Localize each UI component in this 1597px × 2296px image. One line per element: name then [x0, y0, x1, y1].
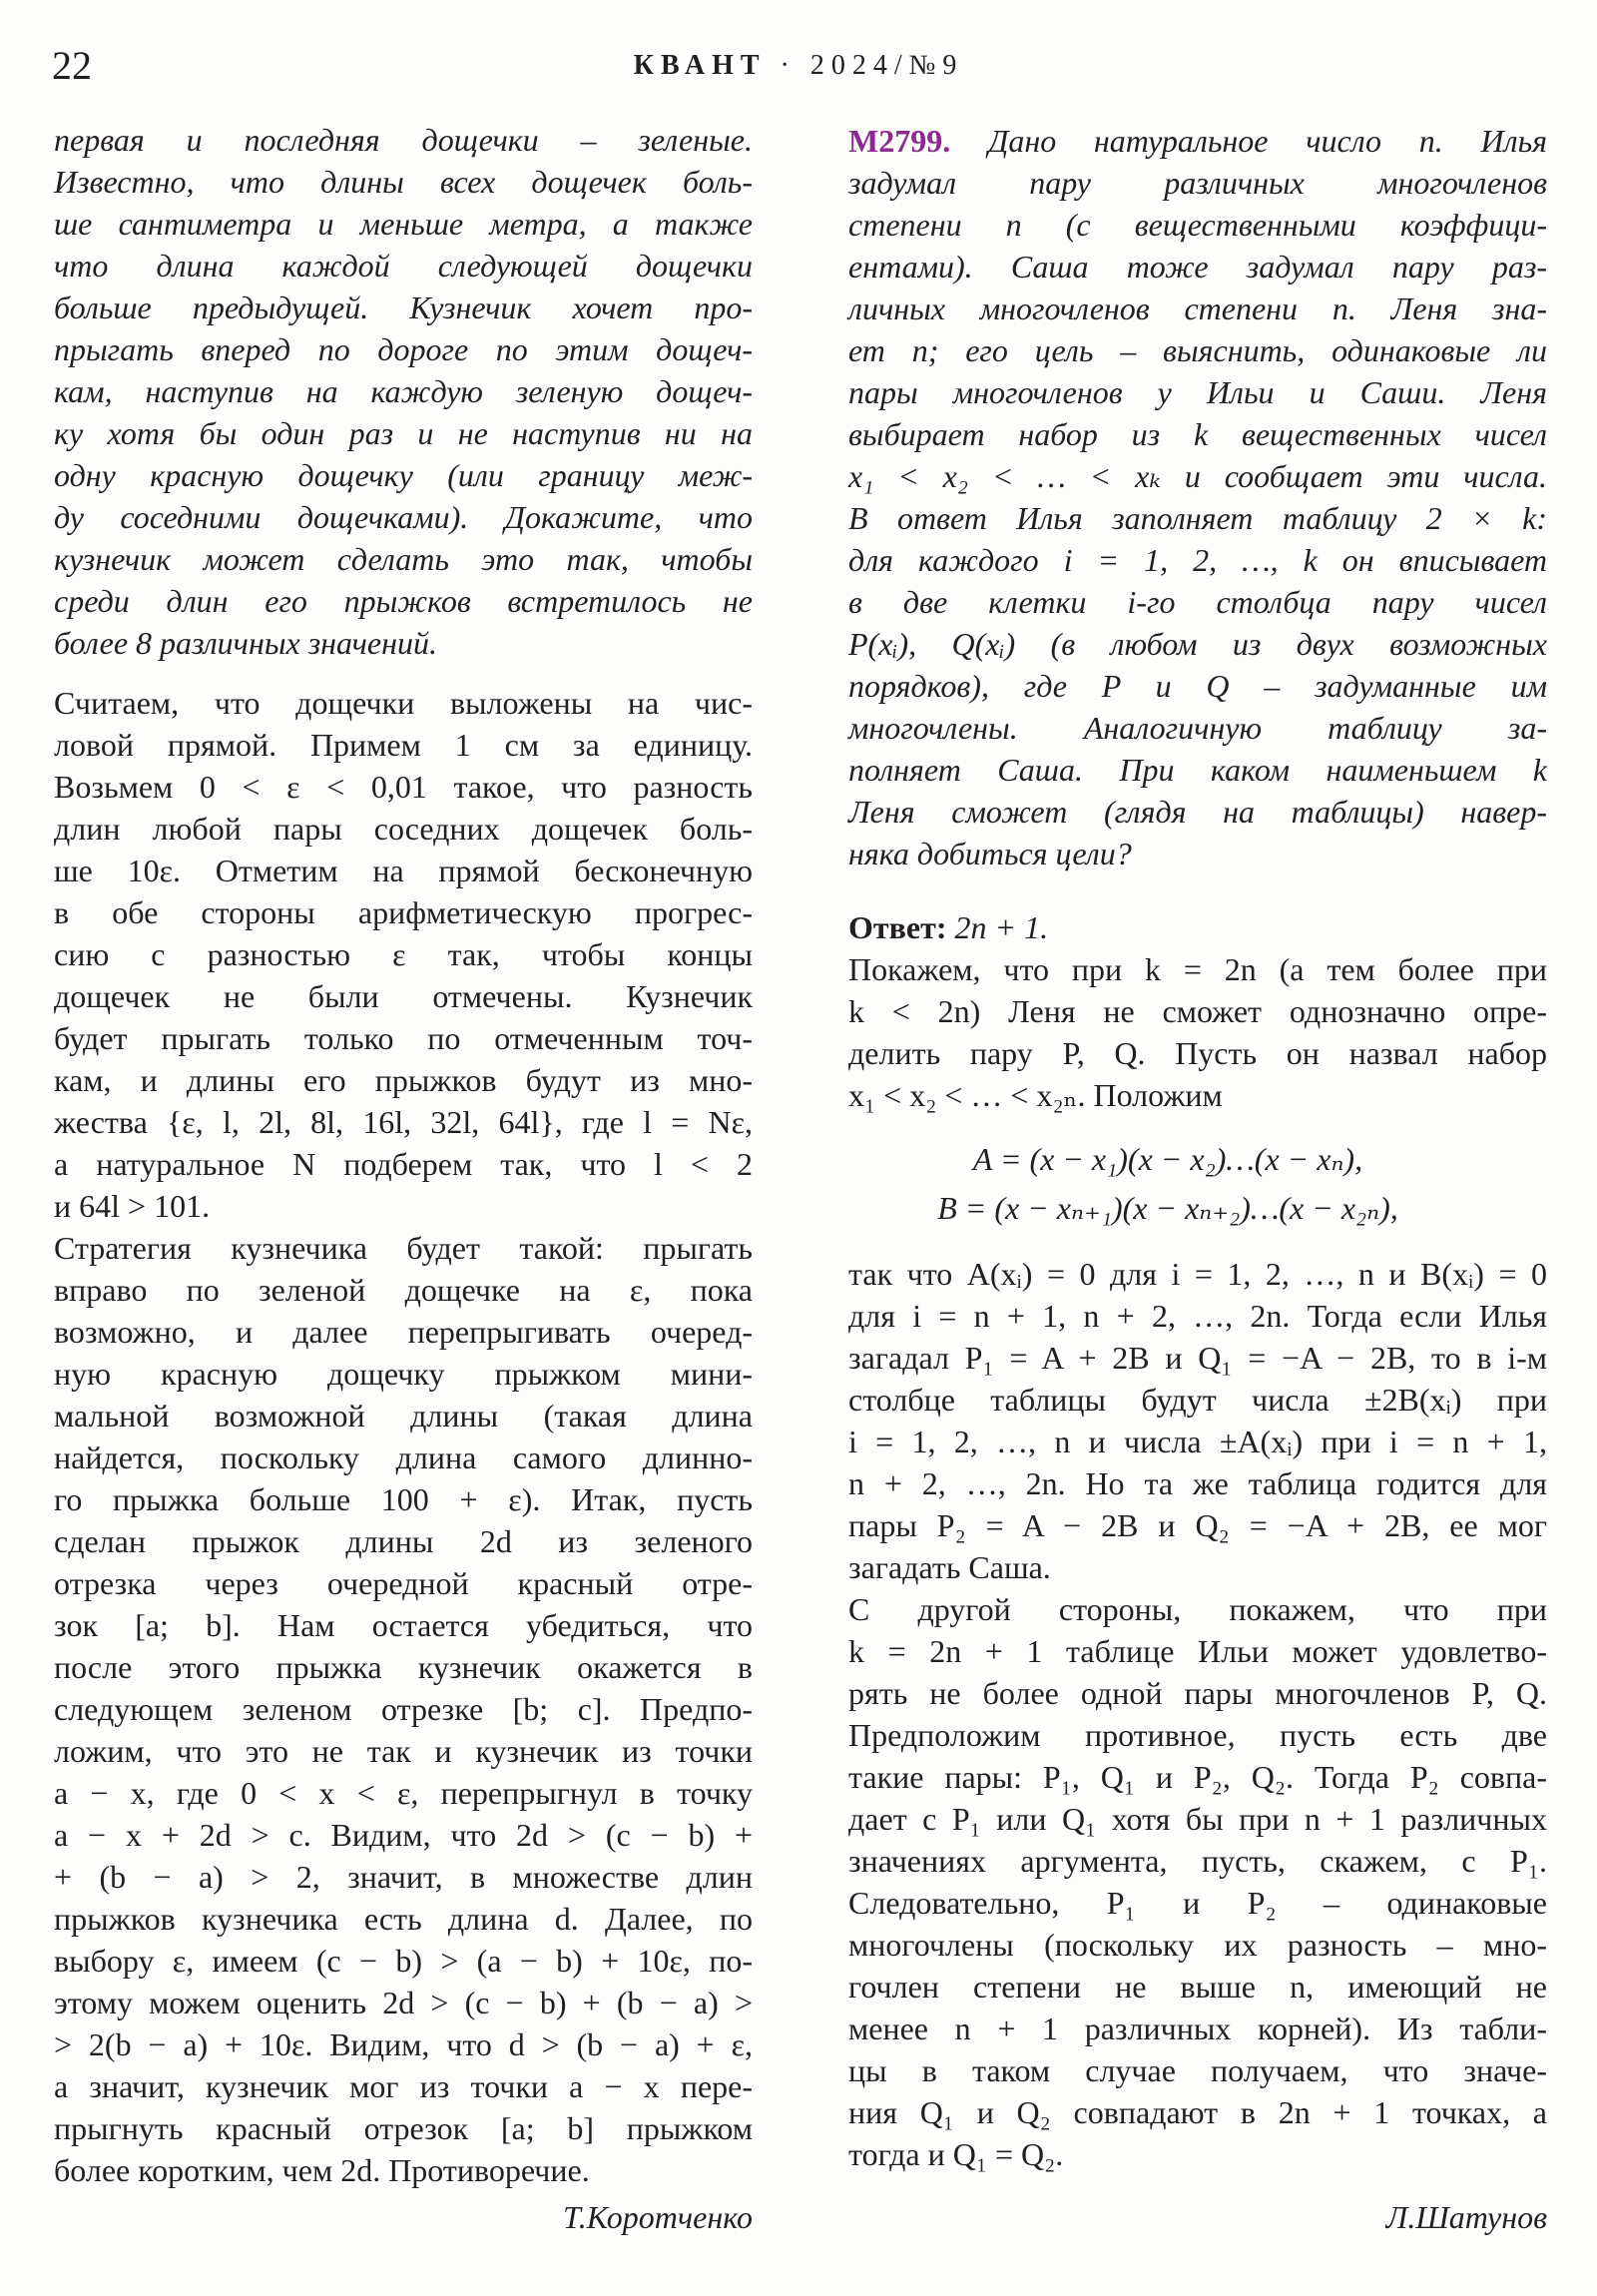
text-line: [848, 1462, 1547, 1504]
line-text: ше сантиметра и меньше метра, а также: [54, 206, 753, 242]
text-line: [54, 328, 753, 370]
text-line: [54, 1772, 753, 1814]
text-line: [848, 1588, 1547, 1630]
text-line: [848, 623, 1547, 665]
line-text: Леня сможет (глядя на таблицы) навер-: [848, 794, 1547, 830]
line-text: многочлены (поскольку их разность – мно-: [848, 1927, 1547, 1963]
right-problem-text: [848, 120, 1547, 874]
line-text: С другой стороны, покажем, что при: [848, 1591, 1547, 1627]
text-line: [848, 1798, 1547, 1840]
text-line: [848, 990, 1547, 1032]
line-text: x₁ < x₂ < … < x₂ₙ. Положим: [848, 1077, 1223, 1113]
line-text: n + 2, …, 2n. Но та же таблица годится для: [848, 1465, 1547, 1501]
line-text: Стратегия кузнечика будет такой: прыгать: [54, 1230, 753, 1266]
text-line: [848, 2091, 1547, 2133]
line-text: для каждого i = 1, 2, …, k он вписывает: [848, 542, 1547, 578]
text-line: [54, 1143, 753, 1185]
text-line: [54, 1353, 753, 1395]
line-text: пары P₂ = A − 2B и Q₂ = −A + 2B, ее мог: [848, 1507, 1547, 1543]
text-line: [54, 933, 753, 975]
text-line: [54, 1478, 753, 1520]
line-text: одну красную дощечку (или границу меж-: [54, 457, 753, 493]
line-text: ше 10ε. Отметим на прямой бесконечную: [54, 853, 753, 888]
line-text: Известно, что длины всех дощечек боль-: [54, 164, 753, 200]
line-text: сию с разностью ε так, чтобы концы: [54, 936, 753, 972]
text-line: [848, 948, 1547, 990]
text-line: [848, 204, 1547, 246]
formula-b: B = (x − xₙ₊₁)(x − xₙ₊₂)…(x − x₂ₙ),: [937, 1190, 1398, 1226]
text-line: [54, 1436, 753, 1478]
line-text: В ответ Илья заполняет таблицу 2 × k:: [848, 500, 1547, 536]
line-text: такие пары: P₁, Q₁ и P₂, Q₂. Тогда P₂ совпа-: [848, 1759, 1547, 1795]
text-line: [54, 724, 753, 766]
text-line: [54, 808, 753, 850]
text-line: [848, 246, 1547, 287]
text-line: [848, 833, 1547, 874]
text-line: [54, 1856, 753, 1898]
line-text: отрезка через очередной красный отре-: [54, 1565, 753, 1601]
text-line: [848, 707, 1547, 749]
line-text: прыжков кузнечика есть длина d. Далее, по: [54, 1901, 753, 1937]
text-line: [54, 850, 753, 891]
text-line: [54, 1101, 753, 1143]
text-line: [54, 1562, 753, 1604]
text-line: [54, 682, 753, 724]
text-line: [54, 538, 753, 580]
text-line: [54, 1982, 753, 2023]
text-line: [54, 161, 753, 203]
right-solution-text: [848, 1253, 1547, 2175]
text-line: [848, 120, 1547, 162]
text-line: [54, 203, 753, 245]
line-text: больше предыдущей. Кузнечик хочет про-: [54, 289, 753, 325]
text-line: [848, 2049, 1547, 2091]
text-line: [848, 665, 1547, 707]
line-text: Возьмем 0 < ε < 0,01 такое, что разность: [54, 769, 753, 805]
left-problem-text: [54, 119, 753, 664]
text-line: [848, 1924, 1547, 1966]
issue-number: 2024/№9: [809, 50, 964, 81]
line-text: a − x, где 0 < x < ε, перепрыгнул в точку: [54, 1775, 753, 1811]
text-line: [848, 1966, 1547, 2008]
line-text: найдется, поскольку длина самого длинно-: [54, 1439, 753, 1475]
line-text: + (b − a) > 2, значит, в множестве длин: [54, 1859, 753, 1895]
text-line: [54, 975, 753, 1017]
line-text: выбору ε, имеем (c − b) > (a − b) + 10ε, по-: [54, 1943, 753, 1979]
line-text: прыгнуть красный отрезок [a; b] прыжком: [54, 2110, 753, 2146]
right-author: Л.Шатунов: [1385, 2199, 1547, 2235]
text-line: [848, 287, 1547, 329]
left-solution-text: [54, 682, 753, 2191]
running-header: [0, 44, 1597, 88]
text-line: [848, 1337, 1547, 1379]
text-line: [54, 370, 753, 412]
text-line: [54, 891, 753, 933]
line-text: выбирает набор из k вещественных чисел: [848, 416, 1547, 452]
left-author: Т.Коротченко: [562, 2199, 753, 2235]
text-line: [848, 1504, 1547, 1546]
text-line: [54, 1059, 753, 1101]
line-text: степени n (с вещественными коэффици-: [848, 207, 1547, 243]
text-line: [54, 1814, 753, 1856]
text-line: [54, 287, 753, 328]
line-text: более 8 различных значений.: [54, 625, 437, 661]
line-text: x₁ < x₂ < … < xₖ и сообщает эти числа.: [848, 458, 1547, 494]
line-text: после этого прыжка кузнечик окажется в: [54, 1649, 753, 1685]
problem-id: M2799.: [848, 123, 951, 159]
text-line: [54, 1227, 753, 1269]
text-line: [848, 371, 1547, 413]
text-line: [54, 1185, 753, 1227]
line-text: го прыжка больше 100 + ε). Итак, пусть: [54, 1481, 753, 1517]
line-text: ловой прямой. Примем 1 см за единицу.: [54, 727, 753, 763]
line-text: кам, наступив на каждую зеленую дощеч-: [54, 373, 753, 409]
line-text: менее n + 1 различных корней). Из табли-: [848, 2010, 1547, 2046]
line-text: Покажем, что при k = 2n (а тем более при: [848, 951, 1547, 987]
line-text: > 2(b − a) + 10ε. Видим, что d > (b − a) + ε,: [54, 2026, 753, 2062]
line-text: ку хотя бы один раз и не наступив ни на: [54, 415, 753, 451]
text-line: [54, 412, 753, 454]
text-line: [848, 581, 1547, 623]
line-text: кузнечик может сделать это так, чтобы: [54, 541, 753, 577]
text-line: [848, 1253, 1547, 1295]
line-text: загадать Саша.: [848, 1549, 1051, 1585]
line-text: зок [a; b]. Нам остается убедиться, что: [54, 1607, 753, 1643]
text-line: [54, 2023, 753, 2065]
line-text: загадал P₁ = A + 2B и Q₁ = −A − 2B, то в i-м: [848, 1340, 1547, 1376]
page-number: 22: [52, 43, 92, 88]
header-separator: ·: [780, 50, 797, 81]
journal-name: КВАНТ: [633, 50, 767, 81]
text-line: [54, 1269, 753, 1311]
text-line: [54, 622, 753, 664]
text-line: [848, 497, 1547, 539]
line-text: Считаем, что дощечки выложены на чис-: [54, 685, 753, 721]
text-line: [848, 1672, 1547, 1714]
text-line: [54, 1940, 753, 1982]
line-text: значениях аргумента, пусть, скажем, с P₁.: [848, 1843, 1547, 1879]
line-text: делить пару P, Q. Пусть он назвал набор: [848, 1035, 1547, 1071]
text-line: [848, 749, 1547, 791]
text-line: [848, 162, 1547, 204]
line-text: дощечек не были отмечены. Кузнечик: [54, 978, 753, 1014]
text-line: [848, 539, 1547, 581]
line-text: k = 2n + 1 таблице Ильи может удовлетво-: [848, 1633, 1547, 1669]
line-text: k < 2n) Леня не сможет однозначно опре-: [848, 993, 1547, 1029]
text-line: [848, 1630, 1547, 1672]
text-line: [848, 455, 1547, 497]
line-text: ния Q₁ и Q₂ совпадают в 2n + 1 точках, а: [848, 2094, 1547, 2130]
line-text: будет прыгать только по отмеченным точ-: [54, 1020, 753, 1056]
line-text: рять не более одной пары многочленов P, Q.: [848, 1675, 1547, 1711]
text-line: [54, 1730, 753, 1772]
line-text: вправо по зеленой дощечке на ε, пока: [54, 1272, 753, 1308]
line-text: гочлен степени не выше n, имеющий не: [848, 1969, 1547, 2005]
text-line: [848, 1714, 1547, 1756]
text-line: [54, 1604, 753, 1646]
line-text: этому можем оценить 2d > (c − b) + (b − a) >: [54, 1985, 753, 2020]
line-text: i = 1, 2, …, n и числа ±A(xᵢ) при i = n + 1,: [848, 1424, 1547, 1459]
text-line: [54, 580, 753, 622]
line-text: мальной возможной длины (такая длина: [54, 1398, 753, 1434]
text-line: [54, 1017, 753, 1059]
line-text: прыгать вперед по дороге по этим дощеч-: [54, 331, 753, 367]
line-text: ную красную дощечку прыжком мини-: [54, 1356, 753, 1392]
line-text: жества {ε, l, 2l, 8l, 16l, 32l, 64l}, где l = Nε,: [54, 1104, 753, 1140]
line-text: первая и последняя дощечки – зеленые.: [54, 122, 753, 158]
line-text: a − x + 2d > c. Видим, что 2d > (c − b) +: [54, 1817, 753, 1853]
line-text: следующем зеленом отрезке [b; c]. Предпо-: [54, 1691, 753, 1727]
line-text: полняет Саша. При каком наименьшем k: [848, 752, 1547, 788]
text-line: [54, 1688, 753, 1730]
line-text: для i = n + 1, n + 2, …, 2n. Тогда если Илья: [848, 1298, 1547, 1334]
answer-value: 2n + 1.: [954, 909, 1049, 945]
line-text: няка добиться цели?: [848, 836, 1132, 871]
line-text: среди длин его прыжков встретилось не: [54, 583, 753, 619]
line-text: сделан прыжок длины 2d из зеленого: [54, 1523, 753, 1559]
text-line: [54, 119, 753, 161]
text-line: [54, 1311, 753, 1353]
formula-block: [848, 1138, 1487, 1229]
text-line: [848, 1379, 1547, 1421]
line-text: длин любой пары соседних дощечек боль-: [54, 811, 753, 847]
text-line: [848, 2008, 1547, 2049]
line-text: дает с P₁ или Q₁ хотя бы при n + 1 различных: [848, 1801, 1547, 1837]
line-text: тогда и Q₁ = Q₂.: [848, 2136, 1064, 2172]
text-line: [54, 766, 753, 808]
text-line: [848, 1756, 1547, 1798]
line-text: личных многочленов степени n. Леня зна-: [848, 290, 1547, 326]
text-line: [848, 1295, 1547, 1337]
line-text: и 64l > 101.: [54, 1188, 211, 1224]
line-text: порядков), где P и Q – задуманные им: [848, 668, 1547, 704]
text-line: [848, 1882, 1547, 1924]
line-text: ентами). Саша тоже задумал пару раз-: [848, 249, 1547, 285]
text-line: [848, 791, 1547, 833]
line-text: многочлены. Аналогичную таблицу за-: [848, 710, 1547, 746]
line-text: в обе стороны арифметическую прогрес-: [54, 894, 753, 930]
text-line: [54, 245, 753, 287]
text-line: [54, 1395, 753, 1436]
line-text: ет n; его цель – выяснить, одинаковые ли: [848, 332, 1547, 368]
text-line: [848, 1074, 1547, 1116]
line-text: а натуральное N подберем так, что l < 2: [54, 1146, 753, 1182]
text-line: [54, 2107, 753, 2149]
line-text: так что A(xᵢ) = 0 для i = 1, 2, …, n и B(xᵢ) = 0: [848, 1256, 1547, 1292]
line-text: Дано натуральное число n. Илья: [987, 123, 1548, 159]
line-text: Предположим противное, пусть есть две: [848, 1717, 1547, 1753]
text-line: [848, 329, 1547, 371]
right-solution-intro: [848, 948, 1547, 1116]
formula-a: A = (x − x₁)(x − x₂)…(x − xₙ),: [972, 1141, 1363, 1177]
line-text: в две клетки i-го столбца пару чисел: [848, 584, 1547, 620]
text-line: [848, 1546, 1547, 1588]
answer-line: [848, 906, 1547, 948]
text-line: [54, 1646, 753, 1688]
line-text: цы в таком случае получаем, что значе-: [848, 2052, 1547, 2088]
line-text: пары многочленов у Ильи и Саши. Леня: [848, 374, 1547, 410]
text-line: [54, 2065, 753, 2107]
line-text: P(xᵢ), Q(xᵢ) (в любом из двух возможных: [848, 626, 1547, 662]
line-text: ложим, что это не так и кузнечик из точки: [54, 1733, 753, 1769]
text-line: [54, 2149, 753, 2191]
answer-label: Ответ:: [848, 909, 947, 945]
line-text: задумал пару различных многочленов: [848, 165, 1547, 201]
line-text: Следовательно, P₁ и P₂ – одинаковые: [848, 1885, 1547, 1921]
text-line: [848, 1840, 1547, 1882]
line-text: столбце таблицы будут числа ±2B(xᵢ) при: [848, 1382, 1547, 1418]
line-text: что длина каждой следующей дощечки: [54, 248, 753, 284]
text-line: [848, 413, 1547, 455]
line-text: возможно, и далее перепрыгивать очеред-: [54, 1314, 753, 1350]
text-line: [54, 496, 753, 538]
text-line: [54, 454, 753, 496]
text-line: [54, 1898, 753, 1940]
line-text: а значит, кузнечик мог из точки a − x пере-: [54, 2068, 753, 2104]
text-line: [54, 1520, 753, 1562]
text-line: [848, 1421, 1547, 1462]
text-line: [848, 1032, 1547, 1074]
text-line: [848, 2133, 1547, 2175]
line-text: более коротким, чем 2d. Противоречие.: [54, 2152, 590, 2188]
line-text: ду соседними дощечками). Докажите, что: [54, 499, 753, 535]
line-text: кам, и длины его прыжков будут из мно-: [54, 1062, 753, 1098]
